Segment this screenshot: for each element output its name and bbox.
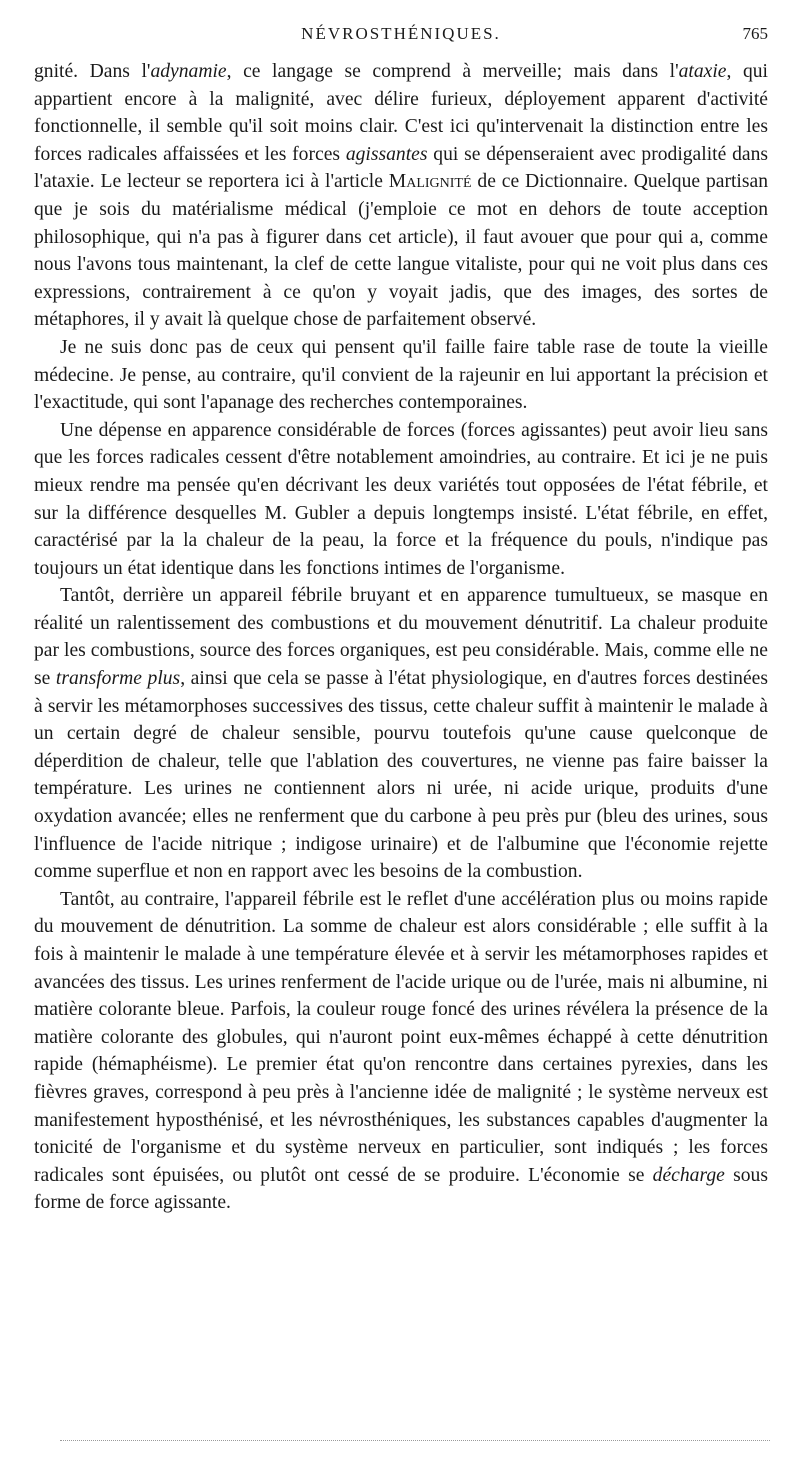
italic-text: agissantes [345,143,428,165]
paragraph [34,886,768,1217]
document-page [34,24,768,1217]
running-head [34,24,768,52]
text-run: , qui appartient encore à la malignité, avec délire furieux, déployement apparent d'activité fonctionnelle, il semble qu'il soit moins clair. C'est ici qu'intervenait la distinction entre les forces radicales affaissées et les forces [34,61,768,165]
text-run: gnité. Dans l' [34,61,151,82]
text-run: Je ne suis donc pas de ceux qui pensent qu'il faille faire table rase de toute la vieille médecine. Je pense, au contraire, qu'il convient de la rajeunir en lui apportant la précision et l'exactitude, qui sont l'apanage des recherches contemporaines. [34,336,768,414]
text-run: , ce langage se comprend à merveille; mais dans l' [226,61,679,82]
body-text [34,58,768,1217]
text-run: Tantôt, au contraire, l'appareil fébrile est le reflet d'une accélération plus ou moins rapide du mouvement de dénutrition. La somme de chaleur est alors considérable ; elle suffit à la fois à maintenir le malade à une température élevée et à servir les métamorphoses rapides et avancées des tissus. Les urines renferment de l'acide urique ou de l'urée, mais ni albumine, ni matière colorante bleue. Parfois, la couleur rouge foncé des urines révélera la présence de la matière colorante des globules, qui n'auront point eux-mêmes échappé à cette dénutrition rapide (hémaphéisme). Le premier état qu'on rencontre dans certaines pyrexies, dans les fièvres graves, correspond à peu près à l'ancienne idée de malignité ; le système nerveux est manifestement hyposthénisé, et les névrosthéniques, les substances capables d'augmenter la tonicité de l'organisme et du système nerveux en particulier, sont indiqués ; les forces radicales sont épuisées, ou plutôt ont cessé de se produire. L'économie se [34,888,768,1186]
text-run: de ce Dictionnaire. Quelque partisan que je sois du matérialisme médical (j'emploie ce mot en dehors de toute acception philosophique, qui n'a pas à figurer dans cet article), il faut avouer que pour qui a, comme nous l'avons tous maintenant, la clef de cette langue vitaliste, pour qui ne voit plus dans ces expressions, contrairement à ce qu'on y voyait jadis, que des images, des sortes de métaphores, il y avait là quelque chose de parfaitement observé. [34,171,768,331]
paragraph [34,582,768,886]
footer-rule [60,1440,770,1441]
italic-text: transforme plus [55,668,181,690]
running-title: NÉVROSTHÉNIQUES. [301,24,501,43]
text-run: Tantôt, derrière un appareil fébrile bruyant et en apparence tumultueux, se masque en réalité un ralentissement des combustions et du mouvement dénutritif. La chaleur produite par les combustions, source des forces organiques, est peu considérable. Mais, comme elle ne se [34,585,768,690]
italic-text: adynamie [150,61,227,82]
text-run: Une dépense en apparence considérable de forces (forces agissantes) peut avoir lieu sans que les forces radicales cessent d'être notablement amoindries, au contraire. Et ici je ne puis mieux rendre ma pensée qu'en décrivant les deux variétés tout opposées de l'état fébrile, et sur la différence desquelles M. Gubler a depuis longtemps insisté. L'état fébrile, en effet, caractérisé par la la chaleur de la peau, la force et la fréquence du pouls, n'indique pas toujours un état identique dans les fonctions intimes de l'organisme. [34,419,768,579]
text-run: sous forme de force agissante. [34,1164,768,1214]
text-run: , ainsi que cela se passe à l'état physiologique, en d'autres forces destinées à servir les métamorphoses successives des tissus, cette chaleur suffit à maintenir le malade à un certain degré de chaleur sensible, pourvu toutefois qu'une cause quelconque de déperdition de chaleur, telle que l'ablation des couvertures, ne vienne pas faire baisser la température. Les urines ne contiennent alors ni urée, ni acide urique, produits d'une oxydation avancée; elles ne renferment que du carbone à peu près pur (bleu des urines, sous l'influence de l'acide nitrique ; indigose urinaire) et de l'albumine que l'économie rejette comme superflue et non en rapport avec les besoins de la combustion. [34,668,768,883]
italic-text: ataxie [678,61,727,82]
page-number: 765 [742,24,768,43]
paragraph [34,334,768,417]
text-run: qui se dépenseraient avec prodigalité dans l'ataxie. Le lecteur se reportera ici à l'article [34,143,768,193]
italic-text: décharge [652,1164,725,1186]
small-caps-text: Malignité [388,171,472,193]
paragraph [34,58,768,334]
paragraph [34,417,768,583]
